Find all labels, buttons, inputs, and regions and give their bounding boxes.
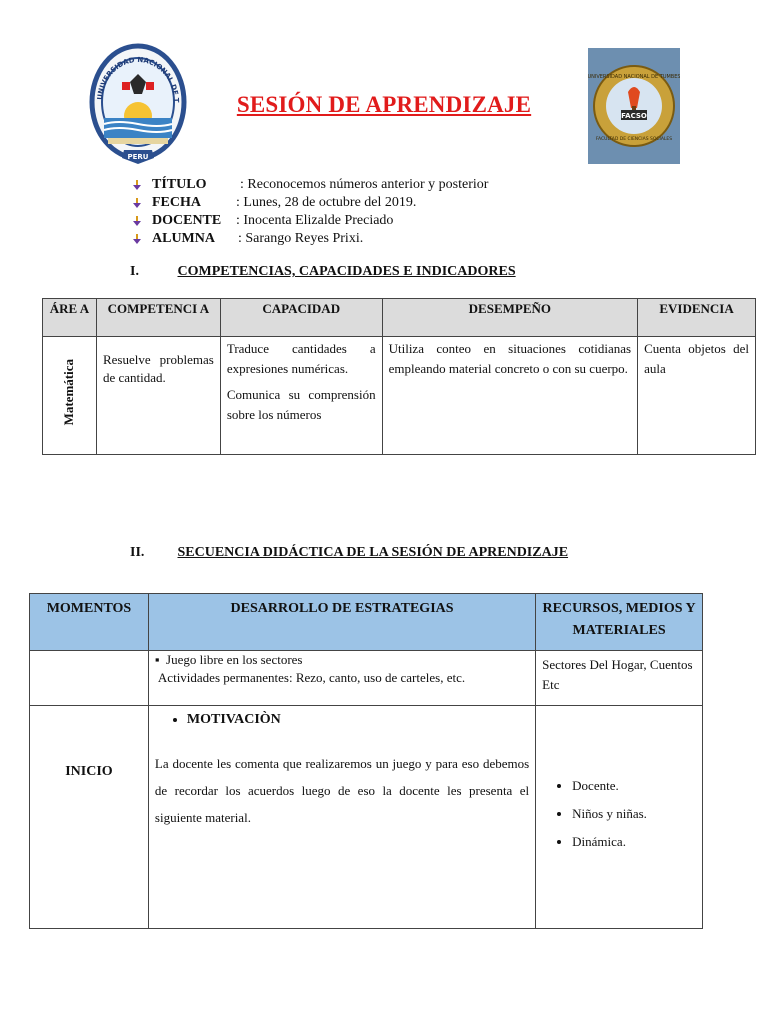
header-desarrollo: DESARROLLO DE ESTRATEGIAS [148, 594, 535, 651]
competencias-table [42, 298, 756, 455]
actividades-text: Actividades permanentes: Rezo, canto, uso de carteles, etc. [157, 670, 466, 685]
list-item: • Niños y niñas. [572, 804, 696, 824]
recursos-1-text: Sectores Del Hogar, Cuentos Etc [542, 657, 693, 692]
evidencia-text: Cuenta objetos del aula [644, 341, 749, 376]
section-1-number: I. [130, 264, 139, 279]
header-capacidad: CAPACIDAD [220, 299, 382, 337]
motivacion-paragraph: La docente les comenta que realizaremos un juego y para eso debemos de recordar los acuerdos luego de eso la docente les presenta el siguiente material. [154, 756, 530, 825]
list-item [187, 710, 529, 730]
section-2-number: II. [130, 545, 145, 560]
session-info [130, 176, 488, 248]
arrow-bullet-icon [130, 197, 144, 209]
header-recursos: RECURSOS, MEDIOS Y MATERIALES [536, 594, 703, 651]
logo-left-arc-text: UNIVERSIDAD NACIONAL DE T [95, 55, 181, 103]
cell-momento-1 [30, 651, 149, 706]
cell-desarrollo-2 [148, 706, 535, 929]
cell-recursos-1 [536, 651, 703, 706]
area-label: Matemática [61, 359, 77, 426]
info-value: : Inocenta Elizalde Preciado [236, 213, 394, 228]
list-item: ▪ Juego libre en los sectores [154, 652, 303, 667]
section-2-title: SECUENCIA DIDÁCTICA DE LA SESIÓN DE APRENDIZAJE [177, 545, 569, 560]
momento-inicio: INICIO [30, 706, 149, 929]
secuencia-table [29, 593, 703, 929]
info-value: : Reconocemos números anterior y posterior [240, 177, 489, 192]
competencia-text: Resuelve problemas de cantidad. [102, 352, 214, 385]
info-value: : Sarango Reyes Prixi. [238, 231, 364, 246]
header-evidencia: EVIDENCIA [638, 299, 756, 337]
info-key: DOCENTE [152, 213, 222, 228]
page-title: SESIÓN DE APRENDIZAJE [236, 92, 532, 117]
info-key: TÍTULO [152, 177, 207, 192]
juego-libre-text: Juego libre en los sectores [166, 652, 303, 667]
cell-desarrollo-1 [148, 651, 535, 706]
cell-competencia [96, 337, 220, 455]
info-row-alumna [130, 230, 488, 248]
logo-right-top-text: UNIVERSIDAD NACIONAL DE TUMBES [588, 74, 680, 80]
list-item: • Docente. [572, 776, 696, 796]
motivacion-list [165, 710, 529, 730]
facso-logo [588, 48, 680, 164]
cell-area [43, 337, 97, 455]
info-row-fecha [130, 194, 488, 212]
motivacion-heading: MOTIVACIÒN [186, 712, 281, 727]
info-key: FECHA [152, 195, 201, 210]
cell-evidencia [638, 337, 756, 455]
section-1-heading [130, 264, 516, 280]
arrow-bullet-icon [130, 215, 144, 227]
capacidad-2: Comunica su comprensión sobre los números [226, 387, 376, 422]
info-row-docente [130, 212, 488, 230]
desempeno-text: Utiliza conteo en situaciones cotidianas empleando material concreto o con su cuerpo. [388, 341, 632, 376]
recursos-list [542, 776, 696, 852]
info-row-titulo [130, 176, 488, 194]
arrow-bullet-icon [130, 179, 144, 191]
logo-left-peru-text: PERU [127, 153, 149, 161]
arrow-bullet-icon [130, 233, 144, 245]
info-key: ALUMNA [152, 231, 215, 246]
section-1-title: COMPETENCIAS, CAPACIDADES E INDICADORES [177, 264, 516, 279]
header-competencia: COMPETENCI A [96, 299, 220, 337]
list-item: • Dinámica. [572, 832, 696, 852]
cell-recursos-2 [536, 706, 703, 929]
header-momentos: MOMENTOS [30, 594, 149, 651]
section-2-heading [130, 545, 568, 561]
logo-right-center-text: FACSO [621, 112, 647, 120]
logo-right-bottom-text: FACULTAD DE CIENCIAS SOCIALES [595, 137, 673, 142]
cell-capacidad [220, 337, 382, 455]
header-area: ÁRE A [43, 299, 97, 337]
header-desempeno: DESEMPEÑO [382, 299, 637, 337]
capacidad-1: Traduce cantidades a expresiones numéricas. [226, 341, 376, 376]
cell-desempeno [382, 337, 637, 455]
info-value: : Lunes, 28 de octubre del 2019. [236, 195, 417, 210]
